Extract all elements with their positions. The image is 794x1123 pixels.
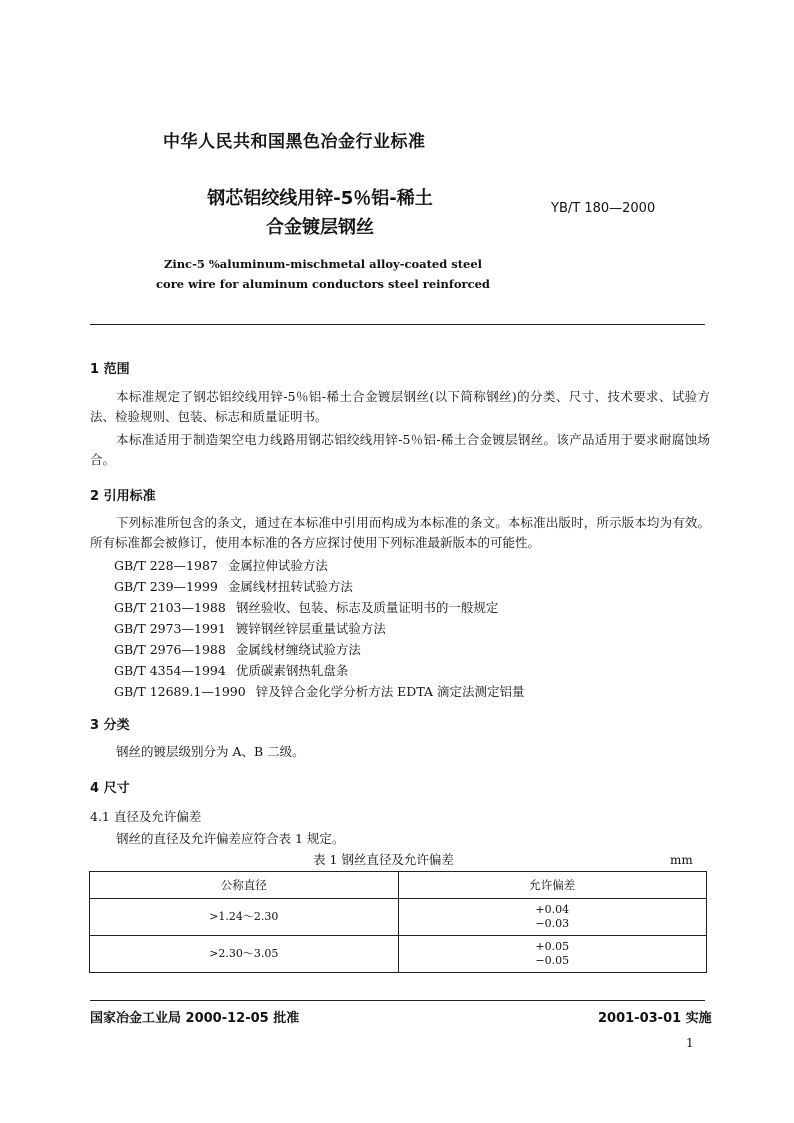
reference-title: 锌及锌合金化学分析方法 EDTA 滴定法测定铝量 <box>255 684 525 699</box>
standard-title-line2: 合金镀层钢丝 <box>266 217 374 238</box>
reference-item <box>114 640 361 658</box>
standard-title-line1: 钢芯铝绞线用锌-5％铝-稀土 <box>207 188 433 209</box>
tolerance-cell <box>398 936 707 973</box>
reference-code: GB/T 4354—1994 <box>114 663 226 678</box>
implementation-date: 2001-03-01 实施 <box>598 1011 712 1026</box>
english-title-line1: Zinc-5 %aluminum-mischmetal alloy-coated steel <box>163 257 483 271</box>
table-header-cell: 允许偏差 <box>398 872 707 899</box>
section-2-heading: 2 引用标准 <box>90 489 156 504</box>
english-title-line2: core wire for aluminum conductors steel reinforced <box>156 277 490 291</box>
footer-divider <box>90 1000 705 1001</box>
reference-code: GB/T 239—1999 <box>114 579 218 594</box>
table-header-row <box>90 872 707 899</box>
tolerance-minus: −0.03 <box>535 917 570 930</box>
diameter-cell: >2.30～3.05 <box>90 936 399 973</box>
subsection-4-1-paragraph: 钢丝的直径及允许偏差应符合表 1 规定。 <box>116 831 345 846</box>
reference-code: GB/T 2103—1988 <box>114 600 226 615</box>
table-row <box>90 936 707 973</box>
reference-item <box>114 682 524 700</box>
reference-title: 镀锌钢丝锌层重量试验方法 <box>235 621 386 636</box>
section-1-paragraph-2: 本标准适用于制造架空电力线路用钢芯铝绞线用锌-5％铝-稀土合金镀层钢丝。该产品适用于要求耐腐蚀场合。 <box>90 432 710 467</box>
subsection-4-1-heading: 4.1 直径及允许偏差 <box>90 809 202 824</box>
section-3-heading: 3 分类 <box>90 718 130 733</box>
section-3-paragraph: 钢丝的镀层级别分为 A、B 二级。 <box>116 744 305 759</box>
header-divider <box>90 324 705 325</box>
table-header-cell: 公称直径 <box>90 872 399 899</box>
tolerance-minus: −0.05 <box>535 954 570 967</box>
table-caption: 表 1 钢丝直径及允许偏差 <box>313 852 454 867</box>
reference-item <box>114 619 386 637</box>
organization-title: 中华人民共和国黑色冶金行业标准 <box>163 132 426 152</box>
reference-item <box>114 598 498 616</box>
reference-item <box>114 577 353 595</box>
reference-item <box>114 661 348 679</box>
approval-date: 国家冶金工业局 2000-12-05 批准 <box>90 1011 300 1026</box>
tolerance-plus: +0.05 <box>535 940 570 953</box>
tolerance-plus: +0.04 <box>535 903 570 916</box>
reference-code: GB/T 2973—1991 <box>114 621 226 636</box>
reference-title: 金属拉伸试验方法 <box>227 558 328 573</box>
section-1-paragraph-1: 本标准规定了钢芯铝绞线用锌-5％铝-稀土合金镀层钢丝(以下简称钢丝)的分类、尺寸、技术要求、试验方法、检验规则、包装、标志和质量证明书。 <box>90 389 710 424</box>
reference-title: 金属线材缠绕试验方法 <box>235 642 361 657</box>
diameter-tolerance-table <box>89 871 707 973</box>
reference-item <box>114 556 328 574</box>
reference-code: GB/T 2976—1988 <box>114 642 226 657</box>
reference-title: 金属线材扭转试验方法 <box>227 579 353 594</box>
section-2-paragraph: 下列标准所包含的条文，通过在本标准中引用而构成为本标准的条文。本标准出版时，所示版本均为有效。所有标准都会被修订，使用本标准的各方应探讨使用下列标准最新版本的可能性。 <box>90 515 710 550</box>
reference-title: 优质碳素钢热轧盘条 <box>235 663 349 678</box>
section-1-heading: 1 范围 <box>90 362 130 377</box>
table-unit: mm <box>670 853 693 867</box>
reference-code: GB/T 228—1987 <box>114 558 218 573</box>
reference-code: GB/T 12689.1—1990 <box>114 684 246 699</box>
tolerance-cell <box>398 899 707 936</box>
standard-code: YB/T 180—2000 <box>551 201 656 216</box>
page-number: 1 <box>686 1036 694 1050</box>
section-4-heading: 4 尺寸 <box>90 781 130 796</box>
reference-title: 钢丝验收、包装、标志及质量证明书的一般规定 <box>235 600 499 615</box>
table-row <box>90 899 707 936</box>
diameter-cell: >1.24～2.30 <box>90 899 399 936</box>
